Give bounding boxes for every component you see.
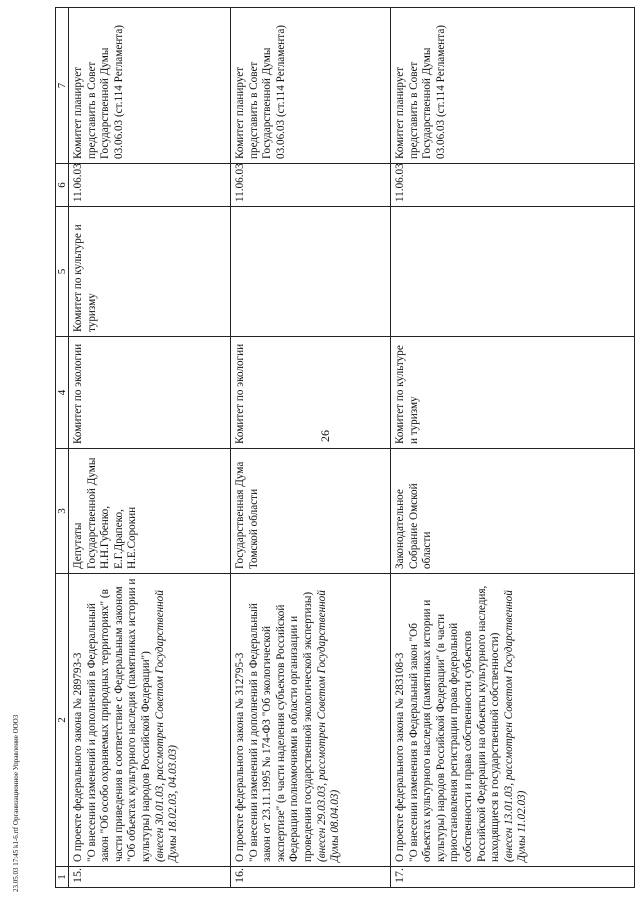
column-header-3: 3	[56, 449, 69, 574]
table-row	[231, 8, 391, 888]
bill-note: (внесен 29.03.03, рассмотрен Советом Государственной Думы 08.04.03)	[315, 590, 342, 862]
column-header-2: 2	[56, 574, 69, 867]
page-footer: 23.05.03 17:45 k1-6.rtf Организационное Управление ООО3	[12, 714, 20, 892]
committee-plan: Комитет планирует представить в Совет Государственной Думы 03.06.03 (ст.114 Регламента)	[69, 8, 231, 164]
bill-initiator: Государственная Дума Томской области	[231, 449, 391, 574]
row-number: 16.	[231, 867, 391, 888]
review-date: 11.06.03	[391, 164, 635, 207]
committee-plan: Комитет планирует представить в Совет Государственной Думы 03.06.03 (ст.114 Регламента)	[231, 8, 391, 164]
column-header-7: 7	[56, 8, 69, 164]
committee-plan: Комитет планирует представить в Совет Государственной Думы 03.06.03 (ст.114 Регламента)	[391, 8, 635, 164]
bill-note: (внесен 30.01.03, рассмотрен Советом Государственной Думы 18.02.03, 04.03.03)	[153, 590, 180, 862]
review-date: 11.06.03	[231, 164, 391, 207]
co-committee: Комитет по культуре и туризму	[69, 207, 231, 337]
column-header-4: 4	[56, 337, 69, 449]
responsible-committee: Комитет по культуре и туризму	[391, 337, 635, 449]
table-row	[69, 8, 231, 888]
bill-title: О проекте федерального закона № 312795-3	[234, 652, 246, 862]
bill-description	[391, 574, 635, 867]
bill-title: О проекте федерального закона № 283108-3	[394, 652, 406, 862]
row-number: 15.	[69, 867, 231, 888]
bill-body: "О внесении изменений и дополнений в Федеральный закон "Об особо охраняемых природных территориях" (в части приведения в соответствие с Федеральным законом "Об объектах культурного наследия (памятниках истории и культуры) народов Российской Федерации")	[85, 578, 152, 862]
row-number: 17.	[391, 867, 635, 888]
bill-initiator: Законодательное Собрание Омской области	[391, 449, 635, 574]
review-date: 11.06.03	[69, 164, 231, 207]
co-committee	[231, 207, 391, 337]
column-header-1: 1	[56, 867, 69, 888]
bill-body: "О внесении изменений и дополнений в Федеральный закон от 23.11.1995 № 174-ФЗ "Об экологической экспертизе" (в части наделения субъектов Российской Федерации полномочиями в области организации и проведения государственной экологической экспертизы)	[247, 591, 314, 862]
bill-title: О проекте федерального закона № 289793-3	[72, 652, 84, 862]
bill-note: (внесен 13.01.03, рассмотрен Советом Государственной Думы 11.02.03)	[502, 590, 529, 862]
co-committee	[391, 207, 635, 337]
header-row	[56, 8, 69, 888]
bill-initiator: Депутаты Государственной Думы Н.Н.Губенко, Е.Г.Драпеко, Н.Е.Сорокин	[69, 449, 231, 574]
responsible-committee: Комитет по экологии	[69, 337, 231, 449]
bill-body: "О внесении изменения в Федеральный закон "Об объектах культурного наследия (памятниках истории и культуры) народов Российской Федерации" (в части приостановления регистрации права федеральной собственности и права собственности субъектов Российской Федерации на объекты культурного наследия, находящиеся в государственной собственности)	[407, 585, 502, 862]
table-row	[391, 8, 635, 888]
document-table-container	[55, 8, 635, 888]
column-header-6: 6	[56, 164, 69, 207]
page-number: 26	[318, 430, 332, 442]
column-header-5: 5	[56, 207, 69, 337]
bill-description	[231, 574, 391, 867]
bills-table	[55, 7, 635, 888]
responsible-committee: Комитет по экологии	[231, 337, 391, 449]
bill-description	[69, 574, 231, 867]
